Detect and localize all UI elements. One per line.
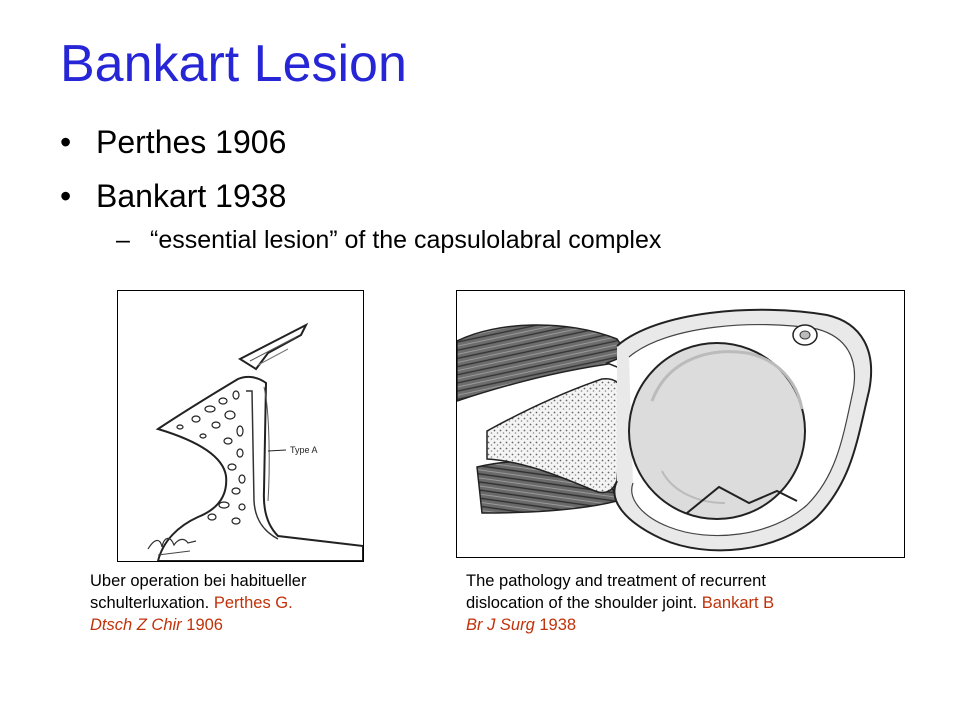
perthes-illustration [118, 291, 363, 561]
page-title: Bankart Lesion [60, 35, 407, 93]
bullet-text: Bankart 1938 [96, 178, 287, 214]
caption-citation [466, 614, 906, 636]
bullet-marker: • [60, 178, 72, 214]
sub-bullet-text: “essential lesion” of the capsulolabral complex [150, 226, 662, 254]
bankart-figure [456, 290, 905, 558]
bullet-marker: • [60, 124, 72, 160]
caption-citation [90, 614, 410, 636]
caption-perthes [90, 570, 410, 636]
caption-author: Perthes G. [213, 594, 293, 612]
caption-journal: Dtsch Z Chir [90, 616, 182, 634]
bullet-item-bankart [60, 172, 920, 226]
sub-bullet-item [116, 222, 661, 258]
bullet-text: Perthes 1906 [96, 124, 287, 160]
caption-bankart [466, 570, 906, 636]
bullet-item-perthes [60, 118, 920, 172]
caption-line: Uber operation bei habitueller [90, 572, 307, 590]
caption-line [90, 592, 410, 614]
bankart-illustration [457, 291, 904, 557]
caption-year: 1906 [181, 616, 223, 634]
bullet-list [60, 118, 920, 226]
caption-journal: Br J Surg [466, 616, 535, 634]
figure-label-type-a: Type A [290, 445, 318, 455]
caption-year: 1938 [534, 616, 577, 634]
caption-text: schulterluxation. [90, 594, 214, 612]
sub-bullet-marker: – [116, 226, 130, 254]
caption-author: Bankart B [701, 594, 775, 612]
perthes-figure [117, 290, 364, 562]
caption-text: dislocation of the shoulder joint. [466, 594, 702, 612]
caption-line [466, 592, 906, 614]
caption-line: The pathology and treatment of recurrent [466, 572, 766, 590]
